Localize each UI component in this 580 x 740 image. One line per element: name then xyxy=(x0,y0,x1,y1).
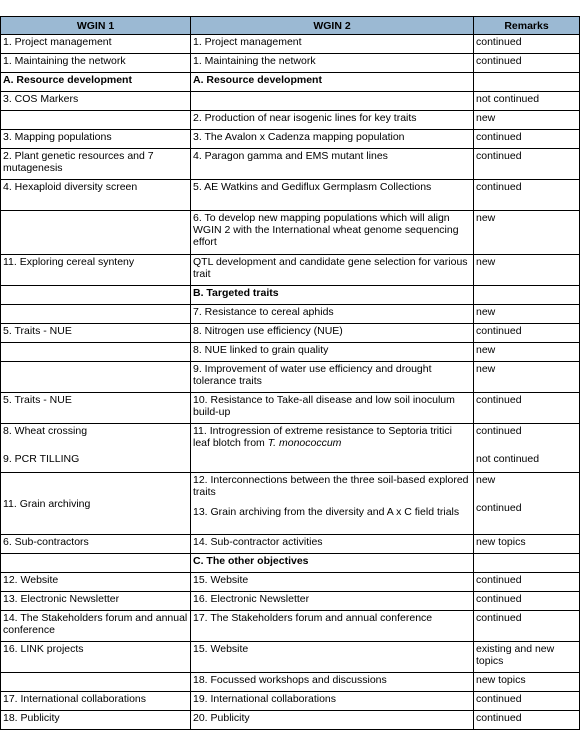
remarks-cell xyxy=(474,73,580,92)
wgin2-cell: 15. Website xyxy=(191,642,474,673)
table-row xyxy=(1,255,580,286)
wgin1-cell xyxy=(1,424,191,473)
table-row xyxy=(1,573,580,592)
remarks-cell: continued xyxy=(474,592,580,611)
wgin2-cell: 1. Project management xyxy=(191,35,474,54)
wgin1-cell: 12. Website xyxy=(1,573,191,592)
wgin1-item: 9. PCR TILLING xyxy=(3,453,80,465)
wgin2-cell: 19. International collaborations xyxy=(191,692,474,711)
wgin1-cell: 4. Hexaploid diversity screen xyxy=(1,180,191,211)
wgin1-cell xyxy=(1,362,191,393)
wgin-comparison-table xyxy=(0,16,580,730)
remarks-cell: not continued xyxy=(474,92,580,111)
header-row xyxy=(1,17,580,35)
wgin1-cell: 3. Mapping populations xyxy=(1,130,191,149)
table-row xyxy=(1,54,580,73)
header-wgin2: WGIN 2 xyxy=(191,17,474,35)
wgin2-cell xyxy=(191,473,474,535)
wgin1-cell xyxy=(1,305,191,324)
remarks-cell: new topics xyxy=(474,535,580,554)
remarks-cell: new xyxy=(474,111,580,130)
table-row xyxy=(1,642,580,673)
remarks-cell xyxy=(474,554,580,573)
wgin2-cell: 9. Improvement of water use efficiency and drought tolerance traits xyxy=(191,362,474,393)
table-row xyxy=(1,305,580,324)
table-row xyxy=(1,535,580,554)
remarks-cell: continued xyxy=(474,35,580,54)
table-row xyxy=(1,673,580,692)
table-row xyxy=(1,130,580,149)
section-row-other-objectives xyxy=(1,554,580,573)
remarks-cell: existing and new topics xyxy=(474,642,580,673)
wgin2-cell: 18. Focussed workshops and discussions xyxy=(191,673,474,692)
remarks-cell: continued xyxy=(474,324,580,343)
section-heading: A. Resource development xyxy=(1,73,191,92)
wgin2-cell: 3. The Avalon x Cadenza mapping population xyxy=(191,130,474,149)
header-remarks: Remarks xyxy=(474,17,580,35)
table-row xyxy=(1,211,580,255)
remarks-cell: new xyxy=(474,211,580,255)
wgin2-cell xyxy=(191,424,474,473)
section-row-targeted-traits xyxy=(1,286,580,305)
wgin2-cell: 4. Paragon gamma and EMS mutant lines xyxy=(191,149,474,180)
wgin1-cell: 1. Maintaining the network xyxy=(1,54,191,73)
table-row xyxy=(1,424,580,473)
wgin2-cell: 14. Sub-contractor activities xyxy=(191,535,474,554)
wgin2-cell: QTL development and candidate gene selection for various trait xyxy=(191,255,474,286)
wgin1-cell: 17. International collaborations xyxy=(1,692,191,711)
remarks-item: continued xyxy=(476,502,522,514)
wgin1-cell: 5. Traits - NUE xyxy=(1,393,191,424)
remarks-cell: continued xyxy=(474,711,580,730)
wgin1-cell xyxy=(1,286,191,305)
remarks-cell: continued xyxy=(474,692,580,711)
wgin1-cell: 11. Exploring cereal synteny xyxy=(1,255,191,286)
table-row xyxy=(1,111,580,130)
remarks-item: new xyxy=(476,474,496,486)
wgin1-cell xyxy=(1,211,191,255)
wgin1-cell: 5. Traits - NUE xyxy=(1,324,191,343)
wgin1-item: 8. Wheat crossing xyxy=(3,425,88,437)
wgin2-cell: 2. Production of near isogenic lines for key traits xyxy=(191,111,474,130)
table-row xyxy=(1,393,580,424)
table-row xyxy=(1,711,580,730)
wgin2-cell: 5. AE Watkins and Gediflux Germplasm Collections xyxy=(191,180,474,211)
wgin1-cell: 13. Electronic Newsletter xyxy=(1,592,191,611)
wgin2-cell: 6. To develop new mapping populations which will align WGIN 2 with the International wheat genome sequencing effort xyxy=(191,211,474,255)
table-row xyxy=(1,343,580,362)
wgin1-cell xyxy=(1,111,191,130)
wgin1-cell: 16. LINK projects xyxy=(1,642,191,673)
remarks-cell: continued xyxy=(474,611,580,642)
species-name: T. monococcum xyxy=(267,437,342,449)
wgin1-item: 11. Grain archiving xyxy=(3,498,91,510)
wgin1-cell: 14. The Stakeholders forum and annual conference xyxy=(1,611,191,642)
wgin1-cell: 18. Publicity xyxy=(1,711,191,730)
table-row xyxy=(1,473,580,535)
remarks-cell: new xyxy=(474,305,580,324)
wgin2-cell xyxy=(191,92,474,111)
wgin2-cell: 1. Maintaining the network xyxy=(191,54,474,73)
remarks-cell: continued xyxy=(474,54,580,73)
section-heading: C. The other objectives xyxy=(191,554,474,573)
section-row-resource-development xyxy=(1,73,580,92)
section-heading: B. Targeted traits xyxy=(191,286,474,305)
wgin1-cell: 3. COS Markers xyxy=(1,92,191,111)
wgin2-cell: 16. Electronic Newsletter xyxy=(191,592,474,611)
remarks-cell: continued xyxy=(474,393,580,424)
remarks-cell xyxy=(474,424,580,473)
wgin2-cell: 7. Resistance to cereal aphids xyxy=(191,305,474,324)
remarks-cell xyxy=(474,473,580,535)
remarks-cell: continued xyxy=(474,149,580,180)
remarks-item: continued xyxy=(476,425,522,437)
wgin1-cell xyxy=(1,343,191,362)
remarks-cell: new topics xyxy=(474,673,580,692)
remarks-cell: new xyxy=(474,255,580,286)
wgin1-cell: 6. Sub-contractors xyxy=(1,535,191,554)
remarks-cell: new xyxy=(474,362,580,393)
remarks-cell: new xyxy=(474,343,580,362)
wgin2-cell: 10. Resistance to Take-all disease and low soil inoculum build-up xyxy=(191,393,474,424)
wgin2-cell: 17. The Stakeholders forum and annual conference xyxy=(191,611,474,642)
table-row xyxy=(1,592,580,611)
remarks-cell: continued xyxy=(474,573,580,592)
remarks-cell: continued xyxy=(474,130,580,149)
wgin1-cell xyxy=(1,673,191,692)
wgin2-item: 12. Interconnections between the three soil-based explored traits xyxy=(193,474,469,498)
wgin2-item: 13. Grain archiving from the diversity and A x C field trials xyxy=(193,506,460,518)
table-row xyxy=(1,324,580,343)
wgin1-cell xyxy=(1,473,191,535)
table-row xyxy=(1,180,580,211)
wgin1-cell xyxy=(1,554,191,573)
section-heading: A. Resource development xyxy=(191,73,474,92)
table-row xyxy=(1,692,580,711)
table-row xyxy=(1,362,580,393)
table-row xyxy=(1,92,580,111)
header-wgin1: WGIN 1 xyxy=(1,17,191,35)
wgin2-cell: 8. Nitrogen use efficiency (NUE) xyxy=(191,324,474,343)
remarks-item: not continued xyxy=(476,453,540,465)
wgin2-item-text: 11. Introgression of extreme resistance to Septoria tritici leaf blotch from xyxy=(193,425,452,449)
table-row xyxy=(1,611,580,642)
remarks-cell: continued xyxy=(474,180,580,211)
wgin2-cell: 20. Publicity xyxy=(191,711,474,730)
wgin2-cell: 15. Website xyxy=(191,573,474,592)
remarks-cell xyxy=(474,286,580,305)
table-row xyxy=(1,149,580,180)
wgin1-cell: 1. Project management xyxy=(1,35,191,54)
table-row xyxy=(1,35,580,54)
wgin1-cell: 2. Plant genetic resources and 7 mutagenesis xyxy=(1,149,191,180)
wgin2-cell: 8. NUE linked to grain quality xyxy=(191,343,474,362)
